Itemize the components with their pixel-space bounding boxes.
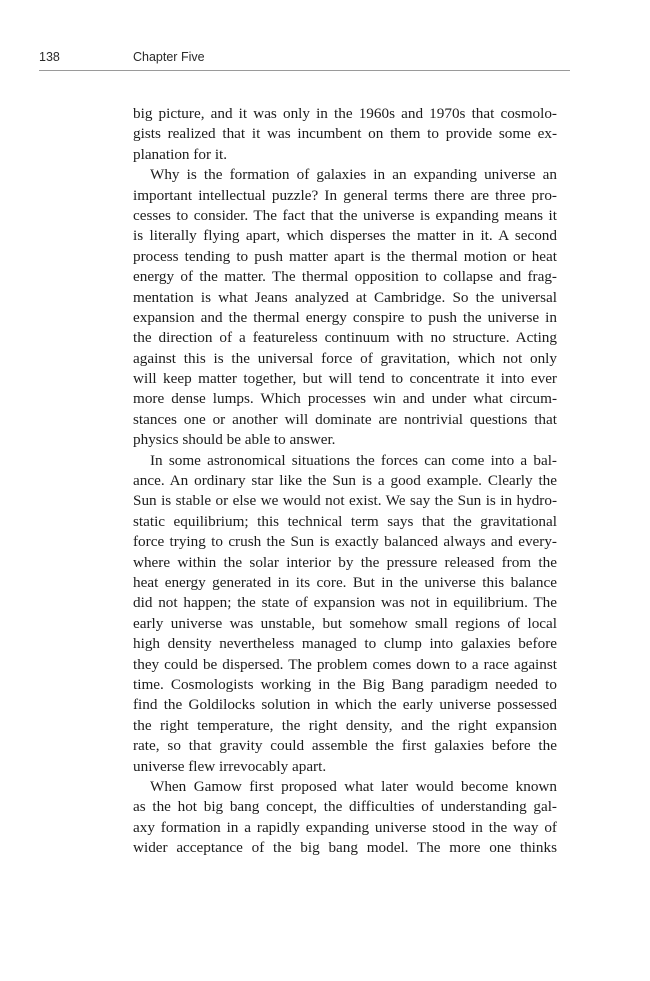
paragraph (133, 104, 557, 165)
paragraph (133, 777, 557, 859)
text-line: ance. An ordinary star like the Sun is a good example. Clearly the (133, 472, 557, 490)
text-line: high density nevertheless managed to clump into galaxies before (133, 635, 557, 653)
page-number: 138 (39, 50, 60, 64)
chapter-title: Chapter Five (133, 50, 205, 64)
paragraph (133, 451, 557, 777)
text-line: where within the solar interior by the pressure released from the (133, 553, 557, 571)
text-line: against this is the universal force of gravitation, which not only (133, 349, 557, 367)
paragraph (133, 165, 557, 450)
text-line: wider acceptance of the big bang model. The more one thinks (133, 839, 557, 857)
text-line: as the hot big bang concept, the difficulties of understanding gal- (133, 798, 557, 816)
text-line: the direction of a featureless continuum with no structure. Acting (133, 329, 557, 347)
text-line: will keep matter together, but will tend to concentrate it into ever (133, 370, 557, 388)
text-line: physics should be able to answer. (133, 431, 336, 449)
body-text (133, 104, 557, 858)
text-line: Why is the formation of galaxies in an expanding universe an (150, 166, 557, 184)
text-line: important intellectual puzzle? In general terms there are three pro- (133, 186, 557, 204)
text-line: is literally flying apart, which disperses the matter in it. A second (133, 227, 557, 245)
text-line: the right temperature, the right density, and the right expansion (133, 716, 557, 734)
text-line: heat energy generated in its core. But in the universe this balance (133, 573, 557, 591)
text-line: they could be dispersed. The problem comes down to a race against (133, 655, 557, 673)
text-line: force trying to crush the Sun is exactly balanced always and every- (133, 533, 557, 551)
text-line: time. Cosmologists working in the Big Bang paradigm needed to (133, 675, 557, 693)
text-line: find the Goldilocks solution in which the early universe possessed (133, 696, 557, 714)
text-line: expansion and the thermal energy conspire to push the universe in (133, 308, 557, 326)
text-line: cesses to consider. The fact that the universe is expanding means it (133, 206, 557, 224)
text-line: mentation is what Jeans analyzed at Cambridge. So the universal (133, 288, 557, 306)
text-line: stances one or another will dominate are nontrivial questions that (133, 410, 557, 428)
text-line: rate, so that gravity could assemble the first galaxies before the (133, 737, 557, 755)
text-line: more dense lumps. Which processes win and under what circum- (133, 390, 557, 408)
text-line: process tending to push matter apart is the thermal motion or heat (133, 247, 557, 265)
text-line: When Gamow first proposed what later would become known (150, 777, 557, 795)
text-line: big picture, and it was only in the 1960s and 1970s that cosmolo- (133, 105, 557, 122)
text-line: static equilibrium; this technical term says that the gravitational (133, 512, 557, 530)
text-line: gists realized that it was incumbent on them to provide some ex- (133, 125, 557, 143)
text-line: In some astronomical situations the forces can come into a bal- (150, 451, 557, 469)
running-head (39, 50, 570, 71)
text-line: energy of the matter. The thermal opposition to collapse and frag- (133, 268, 557, 286)
text-line: did not happen; the state of expansion was not in equilibrium. The (133, 594, 557, 612)
text-line: planation for it. (133, 145, 228, 163)
text-line: axy formation in a rapidly expanding universe stood in the way of (133, 818, 557, 836)
text-line: Sun is stable or else we would not exist. We say the Sun is in hydro- (133, 492, 557, 510)
text-line: early universe was unstable, but somehow small regions of local (133, 614, 557, 632)
text-line: universe flew irrevocably apart. (133, 757, 327, 775)
